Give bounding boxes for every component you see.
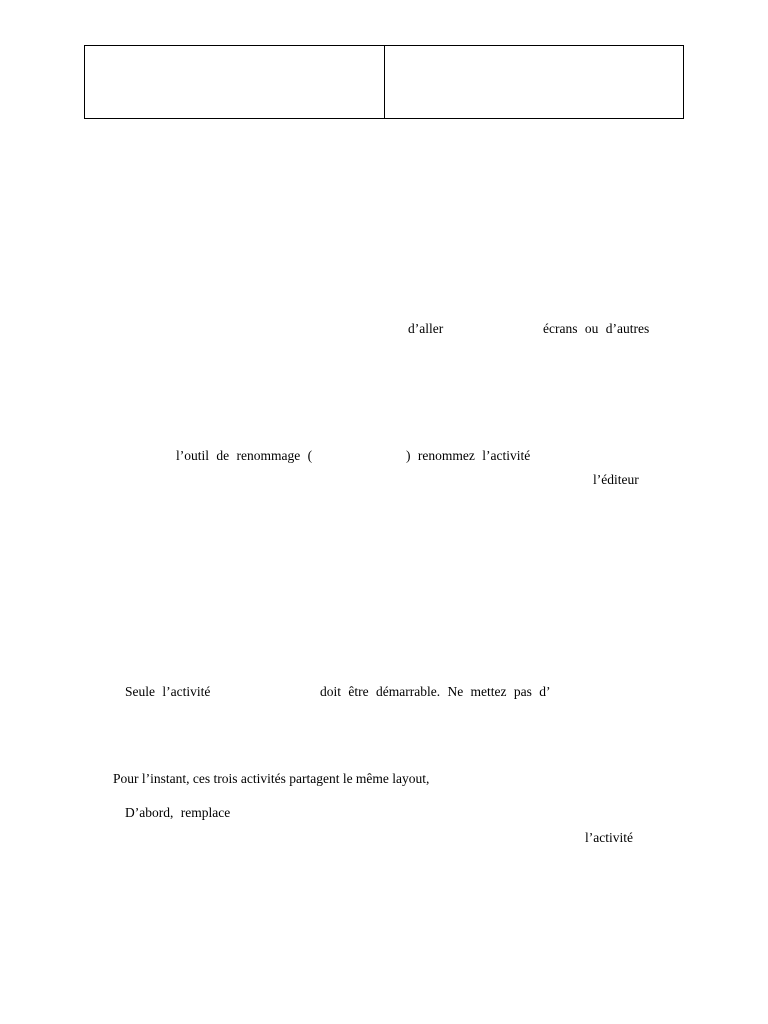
text-fragment-daller: d’aller [408,321,444,336]
header-table [84,45,684,119]
text-fragment-editeur: l’éditeur [593,472,639,487]
text-fragment-pour-linstant: Pour l’instant, ces trois activités partagent le même layout, [113,771,430,786]
text-fragment-ecrans: écrans ou d’autres [543,321,650,336]
text-fragment-renommez: ) renommez l’activité [406,448,531,463]
header-cell-right [385,46,684,119]
header-cell-left [85,46,385,119]
text-fragment-demarrable: doit être démarrable. Ne mettez pas d’ [320,684,551,699]
text-fragment-lactivite: l’activité [585,830,633,845]
text-fragment-dabord: D’abord, remplace [125,805,231,820]
text-fragment-seule-activite: Seule l’activité [125,684,211,699]
text-fragment-outil-renommage: l’outil de renommage ( [176,448,313,463]
header-table-row [85,46,684,119]
